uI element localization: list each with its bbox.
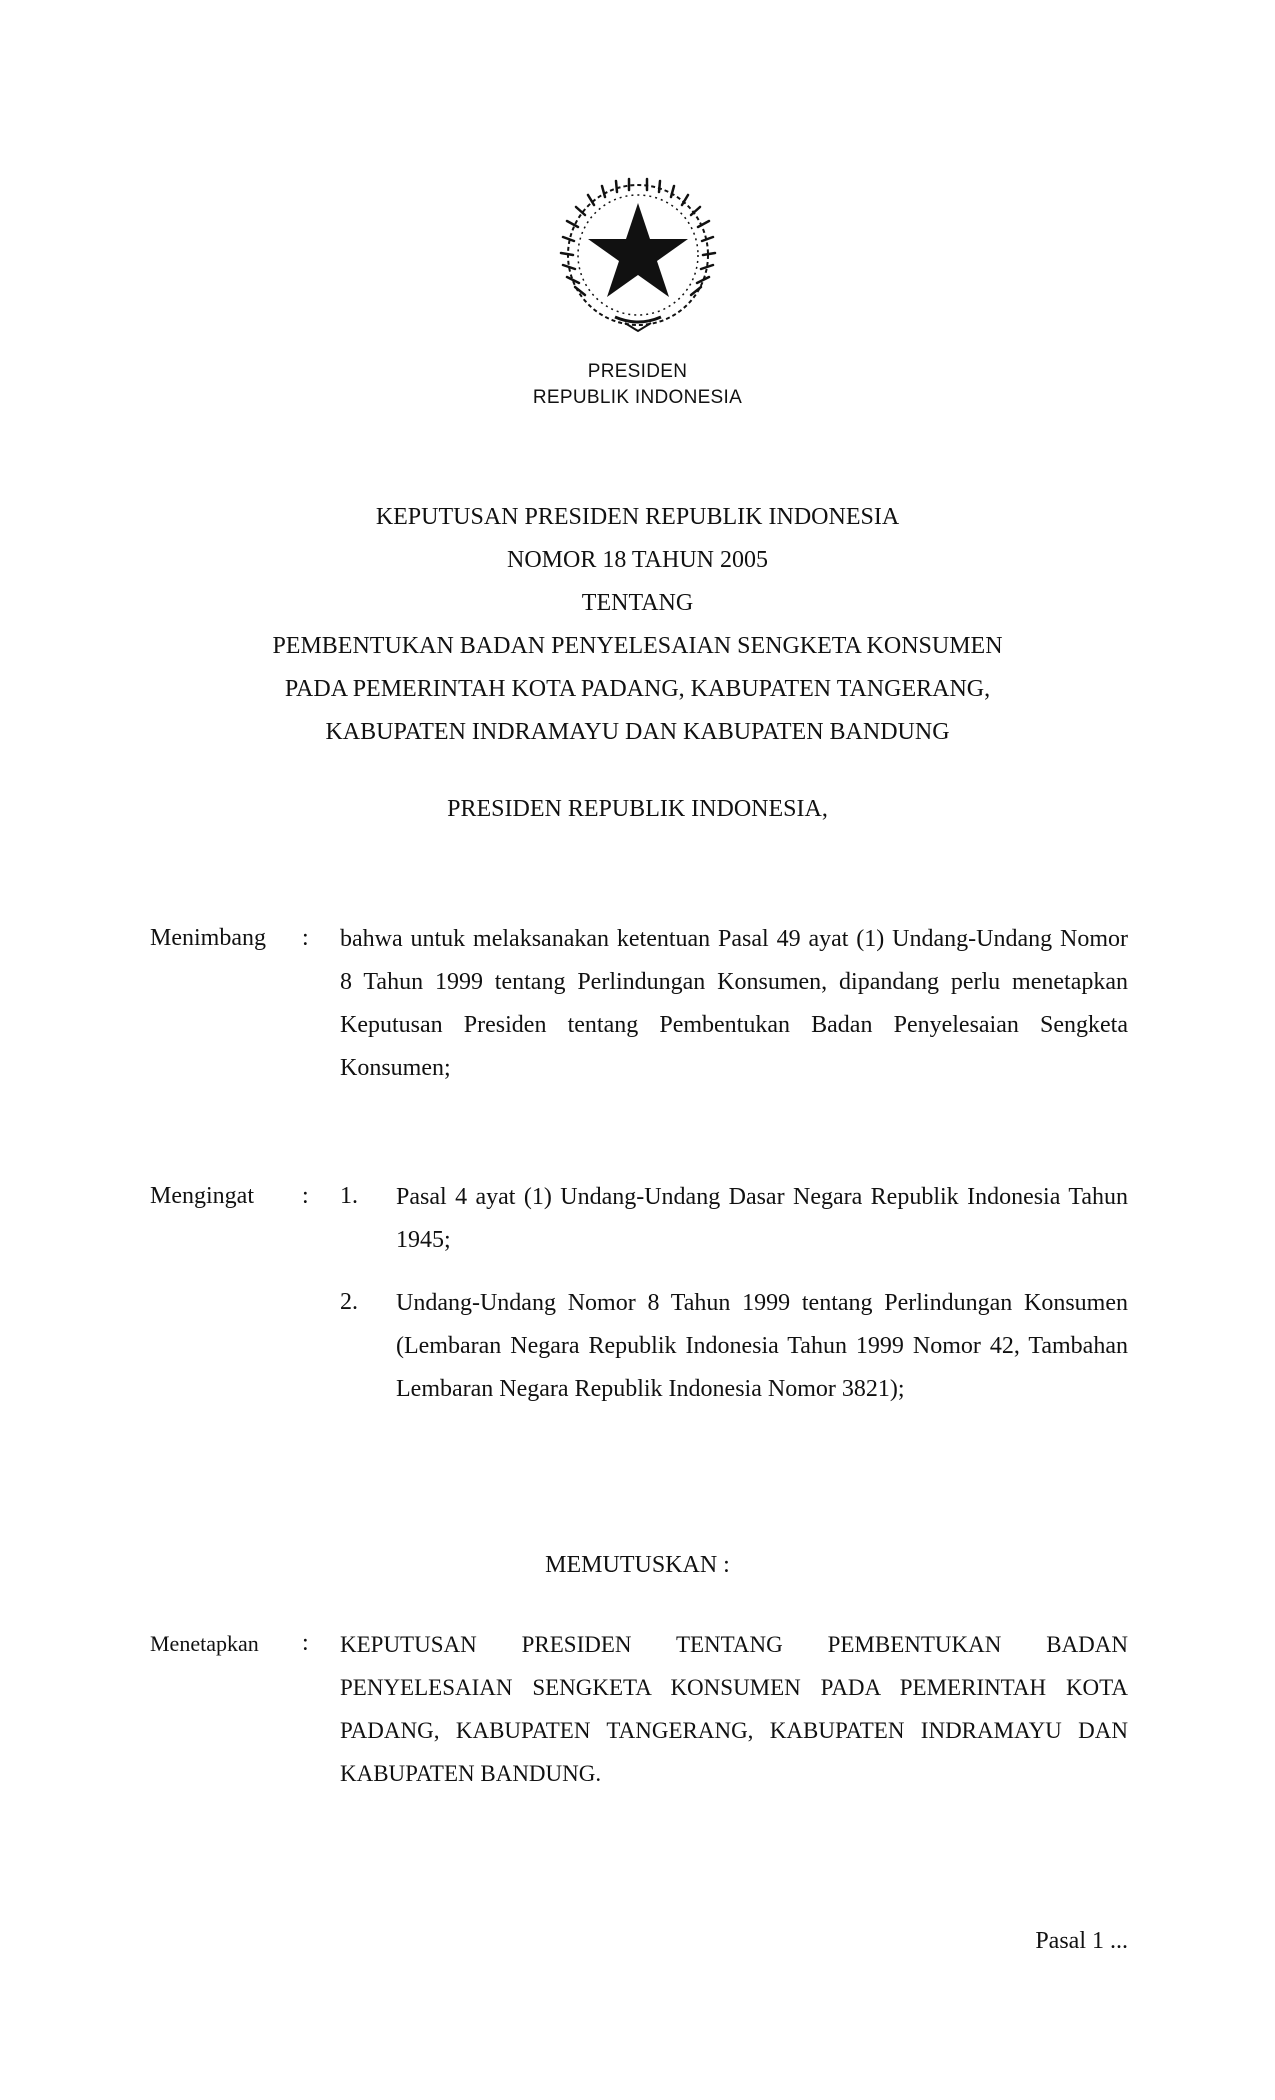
menimbang-colon: : xyxy=(302,925,309,951)
memutuskan-heading: MEMUTUSKAN : xyxy=(545,1552,730,1578)
header-presiden: PRESIDEN xyxy=(587,361,688,382)
president-declaration: PRESIDEN REPUBLIK INDONESIA, xyxy=(447,796,828,822)
title-line: KEPUTUSAN PRESIDEN REPUBLIK INDONESIA xyxy=(375,504,900,530)
mengingat-item-text: Undang-Undang Nomor 8 Tahun 1999 tentang Perlindungan Konsumen (Lembaran Negara Republik Indonesia Tahun 1999 Nomor 42, Tambahan Lembaran Negara Republik Indonesia Nomor 3821); xyxy=(396,1290,1128,1402)
mengingat-item-number: 1. xyxy=(340,1183,358,1209)
menetapkan-colon: : xyxy=(302,1630,309,1656)
mengingat-label: Mengingat xyxy=(150,1183,254,1209)
mengingat-item-text: Pasal 4 ayat (1) Undang-Undang Dasar Negara Republik Indonesia Tahun 1945; xyxy=(396,1184,1128,1253)
menimbang-label: Menimbang xyxy=(150,925,266,951)
menetapkan-label: Menetapkan xyxy=(150,1631,259,1656)
document-title xyxy=(0,496,1275,754)
page-catchword: Pasal 1 ... xyxy=(1035,1928,1128,1954)
menimbang-text: bahwa untuk melaksanakan ketentuan Pasal 49 ayat (1) Undang-Undang Nomor 8 Tahun 1999 tentang Perlindungan Konsumen, dipandang perlu menetapkan Keputusan Presiden tentang Pembentukan Badan Penyelesaian Sengketa Konsumen; xyxy=(340,926,1128,1081)
header-republik-indonesia: REPUBLIK INDONESIA xyxy=(532,387,743,408)
mengingat-item-number: 2. xyxy=(340,1289,358,1315)
title-subject-line: PEMBENTUKAN BADAN PENYELESAIAN SENGKETA KONSUMEN xyxy=(272,633,1003,659)
garuda-star-emblem-icon xyxy=(555,175,721,335)
title-number: NOMOR 18 TAHUN 2005 xyxy=(507,547,768,573)
menetapkan-text: KEPUTUSAN PRESIDEN TENTANG PEMBENTUKAN BADAN PENYELESAIAN SENGKETA KONSUMEN PADA PEMERINTAH KOTA PADANG, KABUPATEN TANGERANG, KABUPATEN INDRAMAYU DAN KABUPATEN BANDUNG. xyxy=(340,1632,1128,1786)
title-subject-line: KABUPATEN INDRAMAYU DAN KABUPATEN BANDUNG xyxy=(325,719,950,745)
title-subject-line: PADA PEMERINTAH KOTA PADANG, KABUPATEN TANGERANG, xyxy=(284,676,991,702)
title-tentang: TENTANG xyxy=(581,590,694,616)
mengingat-colon: : xyxy=(302,1183,309,1209)
